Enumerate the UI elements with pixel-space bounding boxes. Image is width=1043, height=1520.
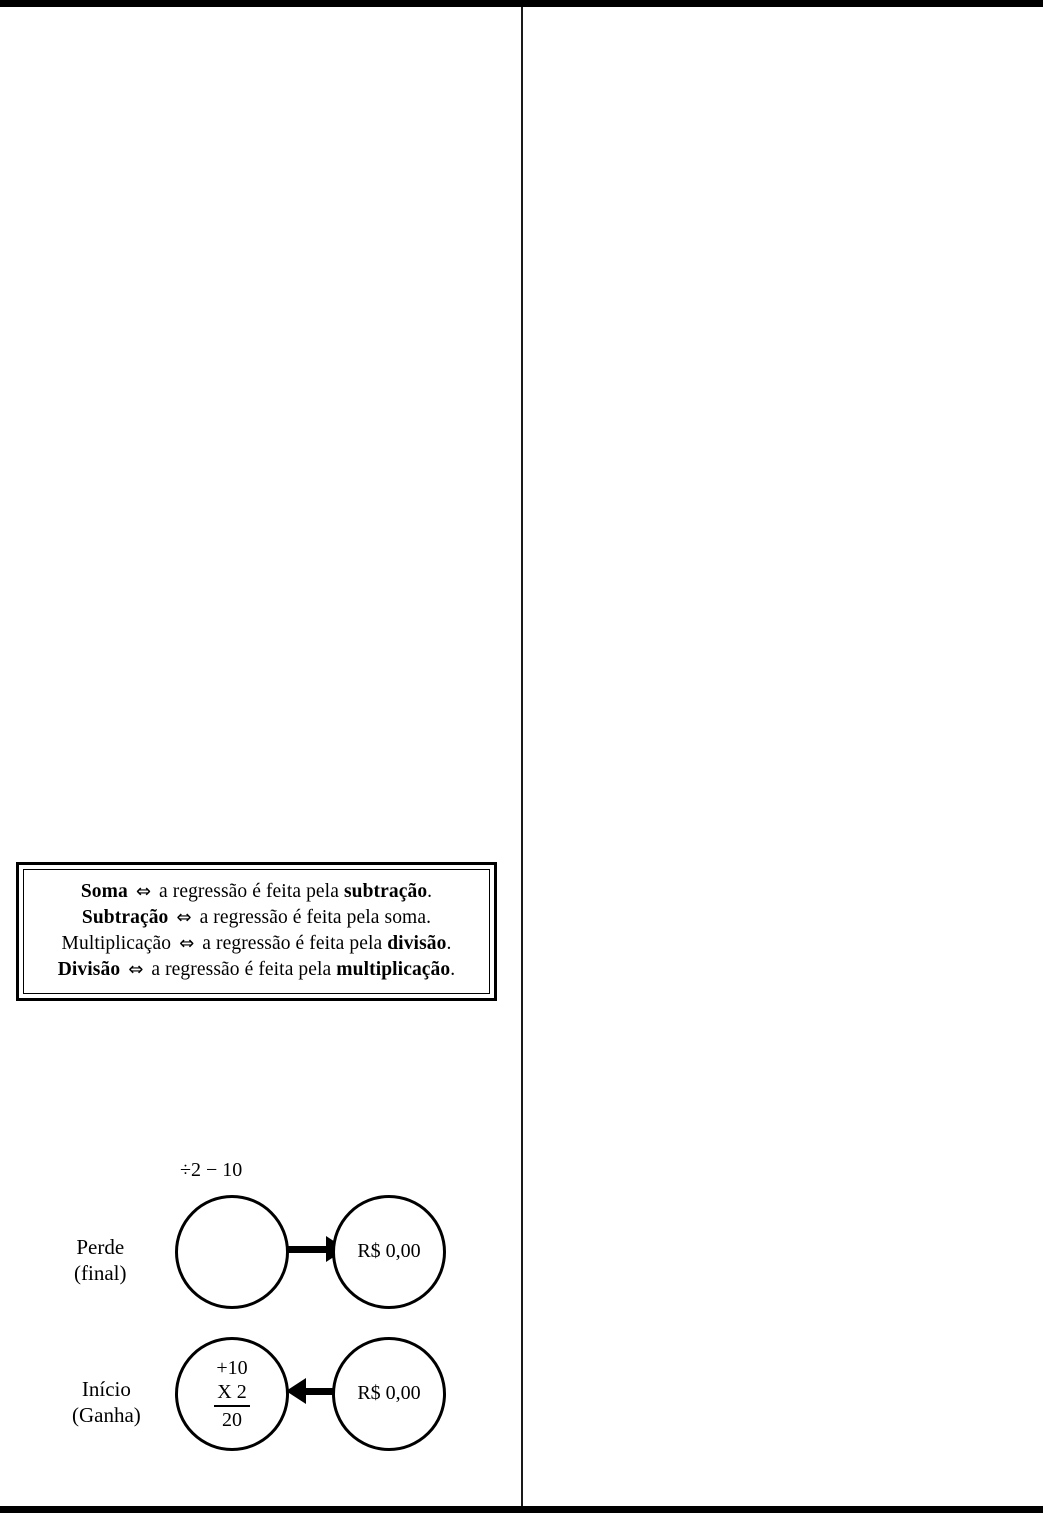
- node-final-value: [332, 1195, 446, 1309]
- rule-line-divisao: [30, 957, 483, 983]
- perde-label: [74, 1235, 126, 1286]
- inicio-label: [72, 1377, 141, 1428]
- arrow-head-bottom-left-icon: [286, 1378, 306, 1404]
- rule-text: a regressão é feita pela: [146, 958, 337, 980]
- sum-stack: [214, 1356, 249, 1432]
- right-column: [523, 7, 1043, 1506]
- rule-subject: Soma: [80, 881, 128, 902]
- rule-line-multiplicacao: [30, 931, 483, 957]
- rule-text: a regressão é feita pela: [197, 932, 388, 954]
- node-inicio-calc: [175, 1337, 289, 1451]
- sum-addend-2: X 2: [214, 1380, 249, 1407]
- rule-line-soma: [30, 879, 483, 905]
- rule-text: a regressão é feita pela: [194, 906, 385, 928]
- rule-text: a regressão é feita pela: [154, 881, 344, 902]
- rule-object: subtração: [343, 881, 428, 902]
- rules-box-inner: [23, 869, 490, 994]
- rule-end: .: [446, 932, 452, 954]
- rule-subject: Divisão: [57, 958, 121, 980]
- rule-end: .: [427, 881, 433, 902]
- double-arrow-icon: ⇔: [176, 906, 192, 928]
- inicio-label-line2: (Ganha): [72, 1402, 141, 1427]
- double-arrow-icon: ⇔: [128, 958, 144, 980]
- rule-subject: Multiplicação: [61, 932, 172, 954]
- node-perde-empty: [175, 1195, 289, 1309]
- sum-addend-1: +10: [216, 1357, 248, 1379]
- rule-end: .: [426, 906, 432, 928]
- double-arrow-icon: ⇔: [179, 932, 195, 954]
- rule-object: multiplicação: [336, 958, 451, 980]
- inicio-label-line1: Início: [81, 1377, 131, 1401]
- page-top-rule: [0, 0, 1043, 7]
- regression-diagram: [20, 1147, 500, 1497]
- sum-total: 20: [222, 1409, 242, 1431]
- node-inicio-value: [332, 1337, 446, 1451]
- rule-line-subtracao: [30, 905, 483, 931]
- rule-object: soma: [384, 906, 427, 928]
- perde-label-line2: (final): [74, 1260, 127, 1285]
- rule-end: .: [450, 958, 456, 980]
- rule-object: divisão: [387, 932, 447, 954]
- node-final-text: R$ 0,00: [357, 1240, 421, 1263]
- node-inicio-value-text: R$ 0,00: [357, 1382, 421, 1405]
- arrow-shaft-top: [288, 1246, 330, 1253]
- operation-label: ÷2 − 10: [180, 1159, 243, 1181]
- perde-label-line1: Perde: [76, 1235, 125, 1259]
- double-arrow-icon: ⇔: [135, 881, 152, 902]
- page-bottom-rule: [0, 1506, 1043, 1513]
- rule-subject: Subtração: [81, 906, 169, 928]
- rules-box: [16, 862, 497, 1001]
- left-column: [0, 7, 521, 1506]
